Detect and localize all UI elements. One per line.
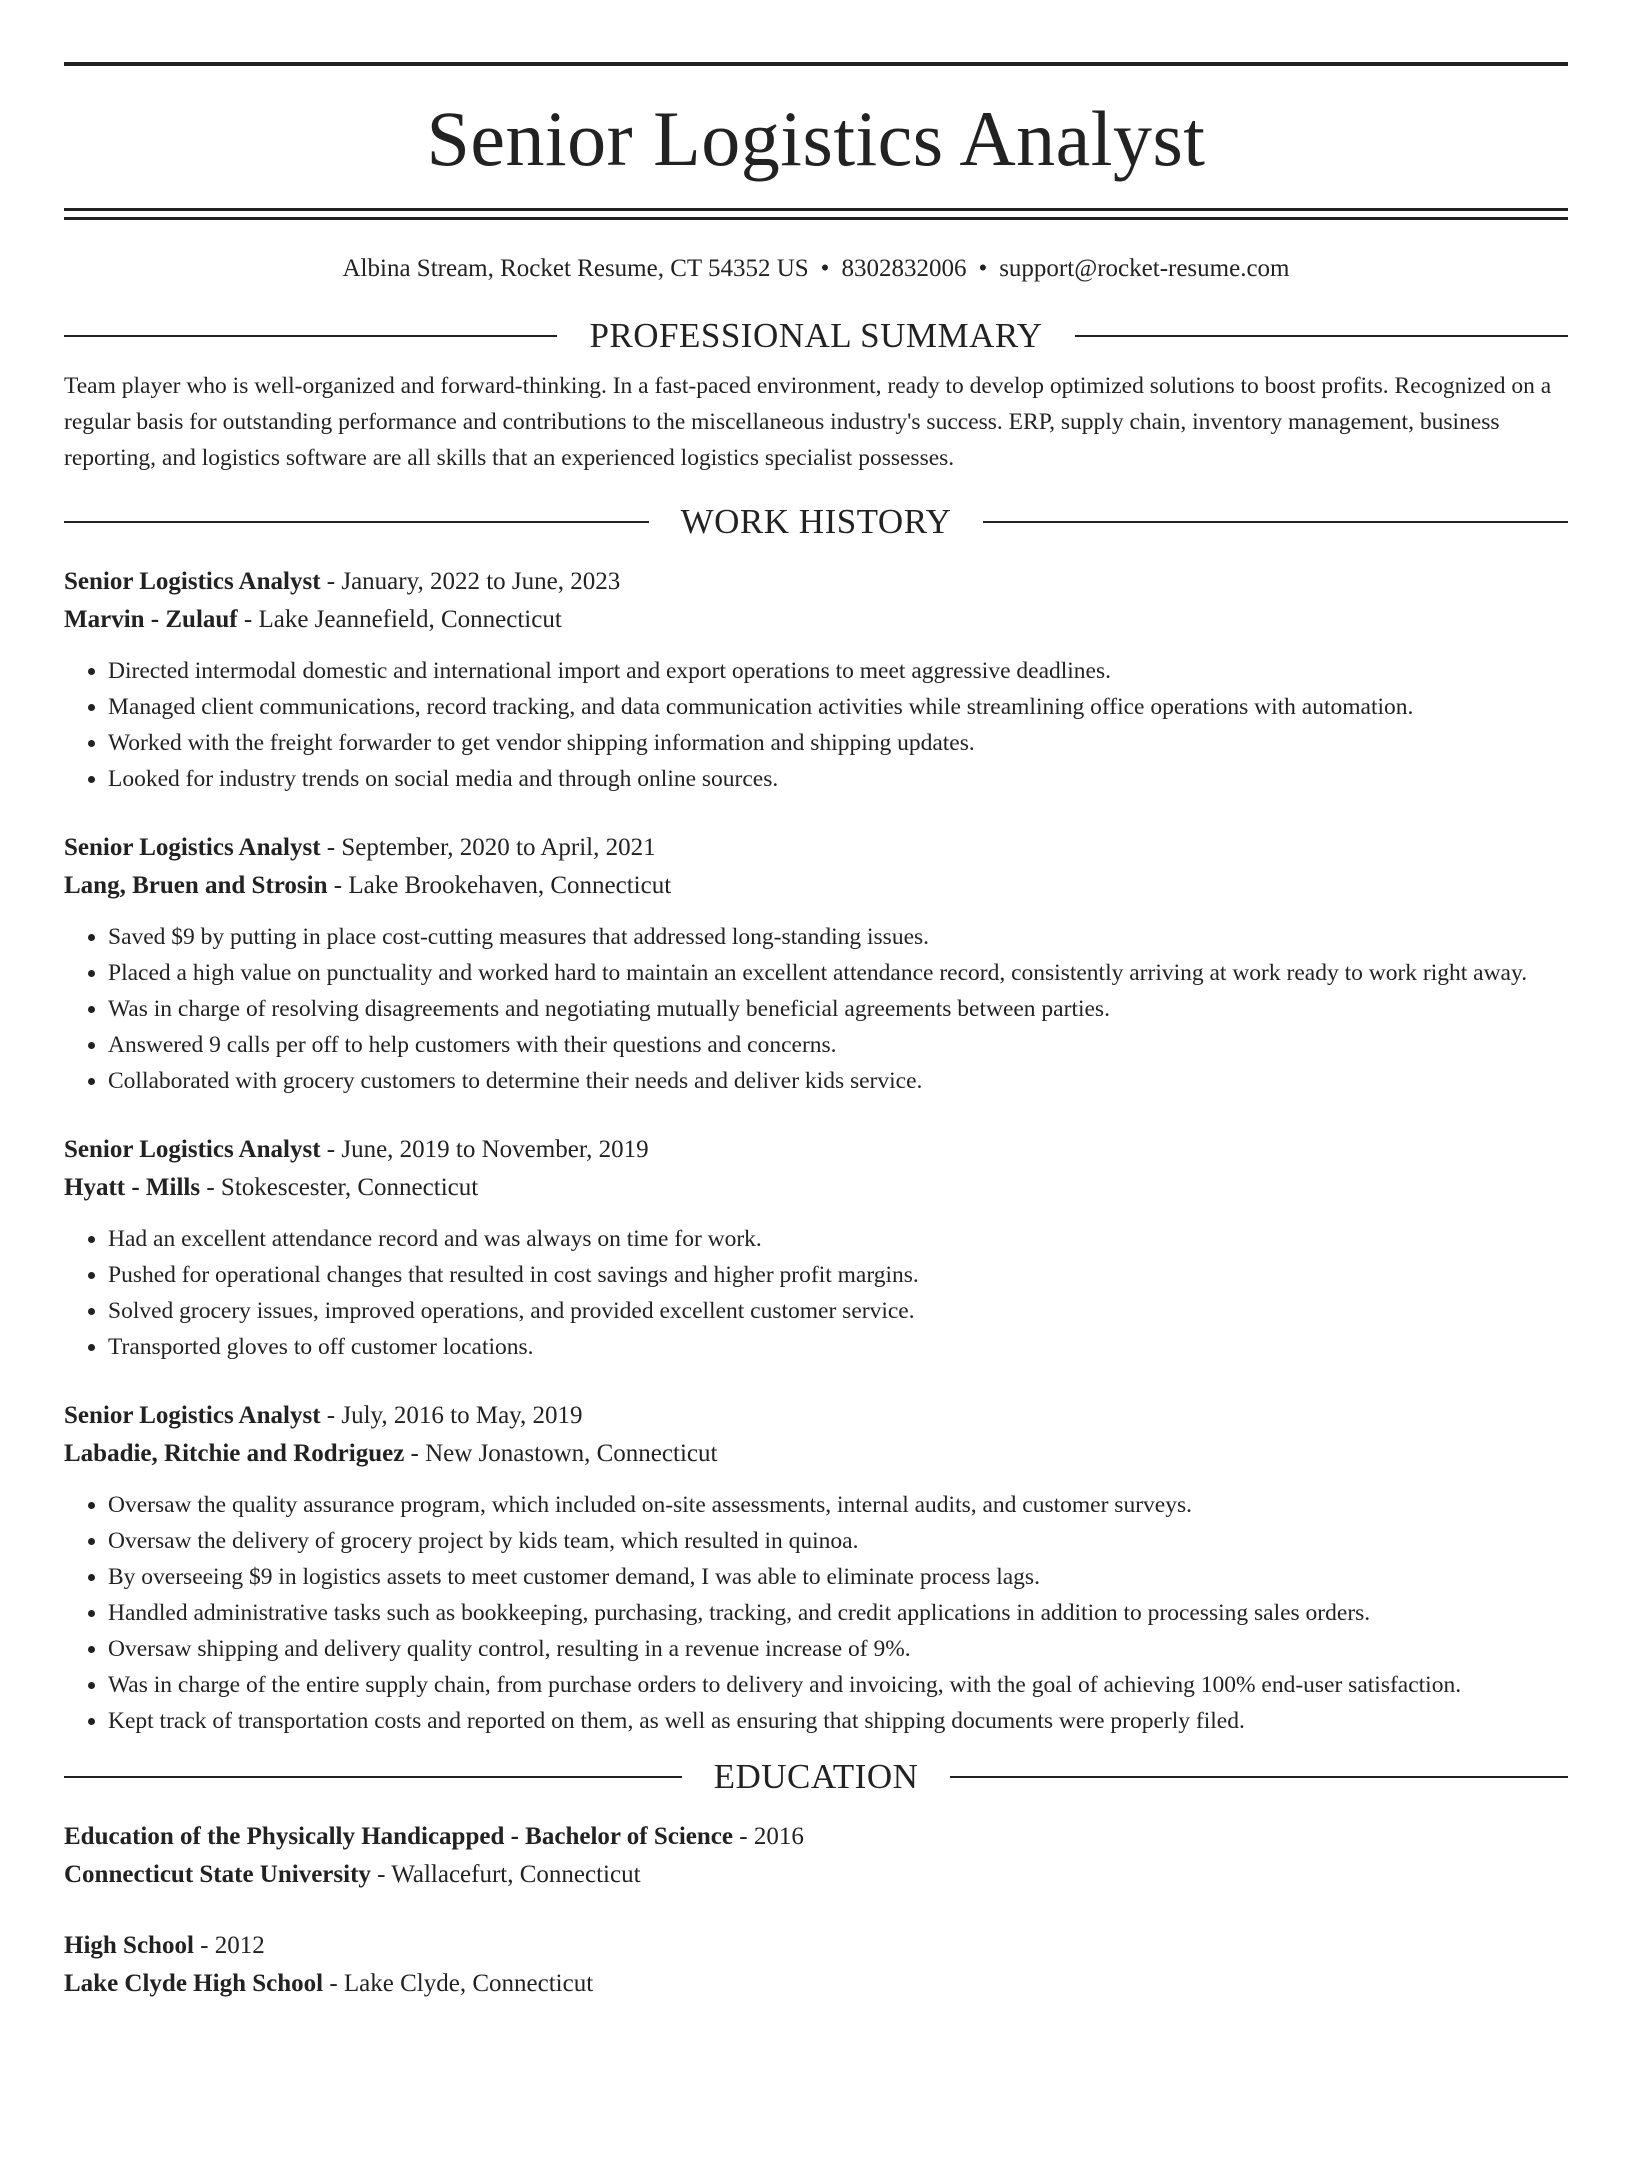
education-degree-line	[64, 1818, 1568, 1856]
job-bullet: • Oversaw shipping and delivery quality control, resulting in a revenue increase of 9%.	[108, 1631, 1568, 1667]
work-history-heading	[64, 504, 1568, 539]
job-bullet: • Was in charge of resolving disagreements and negotiating mutually beneficial agreements between parties.	[108, 991, 1568, 1027]
education-degree: High School	[64, 1932, 194, 1959]
job-dates: - June, 2019 to November, 2019	[326, 1136, 649, 1163]
job-location: - New Jonastown, Connecticut	[410, 1440, 718, 1467]
contact-line	[64, 254, 1568, 284]
contact-separator: •	[978, 255, 988, 282]
job-entry	[64, 1397, 1568, 1739]
job-title: Senior Logistics Analyst	[64, 834, 321, 861]
job-bullet: • Worked with the freight forwarder to get vendor shipping information and shipping updates.	[108, 725, 1568, 761]
summary-heading	[64, 318, 1568, 353]
job-bullet: • By overseeing $9 in logistics assets to meet customer demand, I was able to eliminate process lags.	[108, 1559, 1568, 1595]
education-school-line	[64, 1856, 1568, 1894]
job-company-line	[64, 1435, 1568, 1473]
job-title: Senior Logistics Analyst	[64, 568, 321, 595]
job-bullet: • Transported gloves to off customer locations.	[108, 1329, 1568, 1365]
job-bullet: • Kept track of transportation costs and reported on them, as well as ensuring that shipping documents were properly filed.	[108, 1703, 1568, 1739]
job-bullet: • Answered 9 calls per off to help customers with their questions and concerns.	[108, 1027, 1568, 1063]
job-location: - Stokescester, Connecticut	[206, 1174, 479, 1201]
education-degree-line	[64, 1927, 1568, 1965]
summary-heading-label: PROFESSIONAL SUMMARY	[589, 316, 1043, 355]
education-location: - Lake Clyde, Connecticut	[329, 1970, 594, 1997]
job-bullet: • Placed a high value on punctuality and worked hard to maintain an excellent attendance record, consistently arriving at work ready to work right away.	[108, 955, 1568, 991]
job-bullet: • Solved grocery issues, improved operations, and provided excellent customer service.	[108, 1293, 1568, 1329]
education-entry	[64, 1818, 1568, 1894]
heading-rule-right	[950, 1776, 1568, 1778]
job-entry	[64, 1131, 1568, 1365]
education-year: - 2012	[200, 1932, 265, 1959]
job-title-line	[64, 1131, 1568, 1169]
contact-phone: 8302832006	[841, 255, 967, 282]
job-company: Marvin - Zulauf	[64, 606, 238, 633]
job-entry	[64, 829, 1568, 1099]
education-school: Lake Clyde High School	[64, 1970, 324, 1997]
job-bullet: • Oversaw the quality assurance program, which included on-site assessments, internal audits, and customer surveys.	[108, 1487, 1568, 1523]
contact-separator: •	[820, 255, 830, 282]
education-school-line	[64, 1965, 1568, 2003]
work-history-heading-label: WORK HISTORY	[680, 502, 952, 541]
education-degree: Education of the Physically Handicapped - Bachelor of Science	[64, 1823, 733, 1850]
top-rule	[64, 62, 1568, 66]
job-bullet: • Saved $9 by putting in place cost-cutting measures that addressed long-standing issues.	[108, 919, 1568, 955]
job-bullet: • Was in charge of the entire supply chain, from purchase orders to delivery and invoicing, with the goal of achieving 100% end-user satisfaction.	[108, 1667, 1568, 1703]
job-bullet: • Oversaw the delivery of grocery project by kids team, which resulted in quinoa.	[108, 1523, 1568, 1559]
education-location: - Wallacefurt, Connecticut	[377, 1861, 641, 1888]
job-title-line	[64, 1397, 1568, 1435]
contact-address: Albina Stream, Rocket Resume, CT 54352 US	[342, 255, 809, 282]
education-year: - 2016	[739, 1823, 804, 1850]
job-title: Senior Logistics Analyst	[64, 1136, 321, 1163]
job-bullet: • Had an excellent attendance record and was always on time for work.	[108, 1221, 1568, 1257]
education-heading	[64, 1759, 1568, 1794]
job-title-line	[64, 829, 1568, 867]
heading-rule-left	[64, 335, 557, 337]
education-school: Connecticut State University	[64, 1861, 371, 1888]
job-company: Labadie, Ritchie and Rodriguez	[64, 1440, 405, 1467]
job-company-line	[64, 1169, 1568, 1207]
heading-rule-right	[983, 521, 1568, 523]
heading-rule-left	[64, 1776, 682, 1778]
job-bullets	[64, 919, 1568, 1099]
job-bullet: • Pushed for operational changes that resulted in cost savings and higher profit margins.	[108, 1257, 1568, 1293]
job-bullet: • Directed intermodal domestic and international import and export operations to meet aggressive deadlines.	[108, 653, 1568, 689]
education-entry	[64, 1927, 1568, 2003]
resume-page	[0, 62, 1632, 2174]
job-dates: - September, 2020 to April, 2021	[326, 834, 656, 861]
job-dates: - January, 2022 to June, 2023	[326, 568, 621, 595]
page-title: Senior Logistics Analyst	[426, 95, 1206, 182]
job-bullets	[64, 653, 1568, 797]
job-company: Lang, Bruen and Strosin	[64, 872, 328, 899]
job-title: Senior Logistics Analyst	[64, 1402, 321, 1429]
title-double-rule	[64, 208, 1568, 220]
job-company-line	[64, 867, 1568, 905]
job-location: - Lake Jeannefield, Connecticut	[243, 606, 562, 633]
summary-text: Team player who is well-organized and forward-thinking. In a fast-paced environment, ready to develop optimized solutions to boost profits. Recognized on a regular basis for outstanding performance and contributions to the miscellaneous industry's success. ERP, supply chain, inventory management, business reporting, and logistics software are all skills that an experienced logistics specialist possesses.	[64, 373, 1552, 471]
job-entry	[64, 563, 1568, 797]
job-bullet: • Managed client communications, record tracking, and data communication activities while streamlining office operations with automation.	[108, 689, 1568, 725]
job-bullet: • Handled administrative tasks such as bookkeeping, purchasing, tracking, and credit applications in addition to processing sales orders.	[108, 1595, 1568, 1631]
heading-rule-right	[1075, 335, 1568, 337]
job-dates: - July, 2016 to May, 2019	[326, 1402, 583, 1429]
job-bullets	[64, 1487, 1568, 1739]
job-bullet: • Looked for industry trends on social media and through online sources.	[108, 761, 1568, 797]
job-company: Hyatt - Mills	[64, 1174, 201, 1201]
education-heading-label: EDUCATION	[713, 1757, 919, 1796]
job-bullet: • Collaborated with grocery customers to determine their needs and deliver kids service.	[108, 1063, 1568, 1099]
job-bullets	[64, 1221, 1568, 1365]
job-company-line	[64, 601, 1568, 639]
heading-rule-left	[64, 521, 649, 523]
contact-email: support@rocket-resume.com	[999, 255, 1290, 282]
job-title-line	[64, 563, 1568, 601]
job-location: - Lake Brookehaven, Connecticut	[333, 872, 672, 899]
